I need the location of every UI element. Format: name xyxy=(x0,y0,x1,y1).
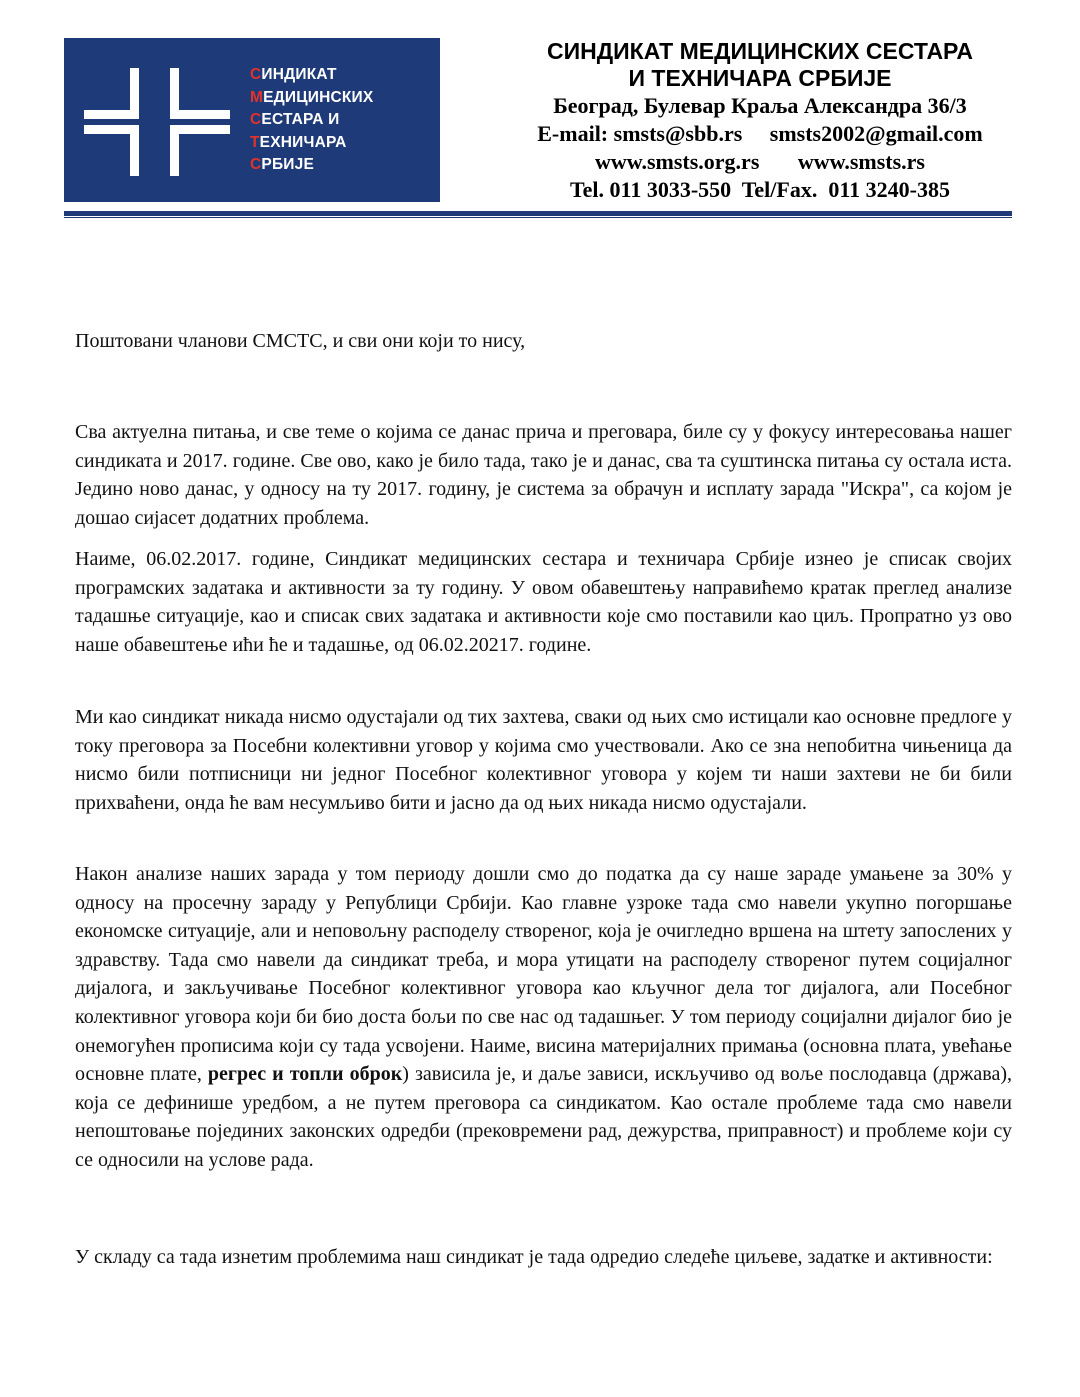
org-title-line1: СИНДИКАТ МЕДИЦИНСКИХ СЕСТАРА xyxy=(546,38,973,64)
logo-wordmark xyxy=(250,64,436,177)
paragraph-1: Сва актуелна питања, и све теме о којима се данас прича и преговара, биле су у фокусу интересовања нашег синдиката и 2017. године. Све ово, како је било тада, тако је и данас, сва та суштинска питања су остала иста. Једино ново данас, у односу на ту 2017. годину, је система за обрачун и исплату зарада "Искра", са којом је дошао сијасет додатних проблема. xyxy=(75,421,1012,529)
logo-line: МЕДИЦИНСКИХ xyxy=(250,88,374,106)
header-divider xyxy=(64,211,1012,216)
paragraph-3: Ми као синдикат никада нисмо одустајали од тих захтева, сваки од њих смо истицали као основне предлоге у току преговора за Посебни колективни уговор у којима смо учествовали. Ако се зна непобитна чињеница да нисмо били потписници ни једног Посебног колективног уговора у којем ти наши захтеви не би били прихваћени, онда ће вам несумљиво бити и јасно да од њих никада нисмо одустајали. xyxy=(75,706,1012,814)
salutation: Поштовани чланови СМСТС, и сви они који то нису, xyxy=(75,330,526,352)
org-address: Београд, Булевар Краља Александра 36/3 xyxy=(553,93,967,118)
org-title-line2: И ТЕХНИЧАРА СРБИЈЕ xyxy=(628,65,892,91)
header-divider-thin xyxy=(64,217,1012,218)
paragraph-5: У складу са тада изнетим проблемима наш синдикат је тада одредио следеће циљеве, задатке и активности: xyxy=(75,1246,993,1268)
org-email: E-mail: smsts@sbb.rs smsts2002@gmail.com xyxy=(537,121,983,146)
logo-line: СЕСТАРА И xyxy=(250,111,340,128)
paragraph-4-text: Након анализе наших зарада у том периоду дошли смо до податка да су наше зараде умањене за 30% у односу на просечну зараду у Републици Србији. Као главне узроке тада смо навели укупно погоршање економске ситуације, али и неповољну расподелу створеног, која је очигледно вршена на штету запослених у здравству. Тада смо навели да синдикат треба, и мора утицати на расподелу створеног путем социјалног дијалога, и закључивање Посебног колективног уговора као кључног дела тог дијалога, али Посебног колективног уговора који би био доста бољи по све нас од тадашњег. У том периоду социјални дијалог био је онемогућен прописима који су тада усвојени. Наиме, висина материјалних примања (основна плата, увећање основне плате, xyxy=(75,863,1012,1086)
union-logo xyxy=(64,38,440,202)
paragraph-4-emphasis: регрес и топли оброк xyxy=(207,1063,403,1086)
paragraph-2: Наиме, 06.02.2017. године, Синдикат медицинских сестара и техничара Србије изнео је списак својих програмских задатака и активности за ту годину. У овом обавештењу направићемо кратак преглед анализе тадашње ситуације, као и списак свих задатака и активности које смо поставили као циљ. Пропратно уз ово наше обавештење ићи ће и тадашње, од 06.02.20217. године. xyxy=(75,548,1012,656)
logo-line: ТЕХНИЧАРА xyxy=(250,133,347,151)
paragraph-4-text-end: ) зависила је, и даље зависи, искључиво од воље послодавца (држава), која се дефинише уредбом, а не путем преговора са синдикатом. Као остале проблеме тада смо навели непоштовање појединих законских одредби (прековремени рад, дежурства, приправност) и проблеме који су се односили на услове рада. xyxy=(75,1063,1013,1171)
org-website: www.smsts.org.rs www.smsts.rs xyxy=(595,149,925,174)
logo-line: СИНДИКАТ xyxy=(250,66,337,83)
medical-cross-mark-icon xyxy=(84,64,234,180)
paragraph-4 xyxy=(75,860,1012,1175)
letterhead-contact-block xyxy=(500,38,1020,204)
org-phone: Tel. 011 3033-550 Tel/Fax. 011 3240-385 xyxy=(570,177,950,202)
logo-line: СРБИЈЕ xyxy=(250,156,314,173)
